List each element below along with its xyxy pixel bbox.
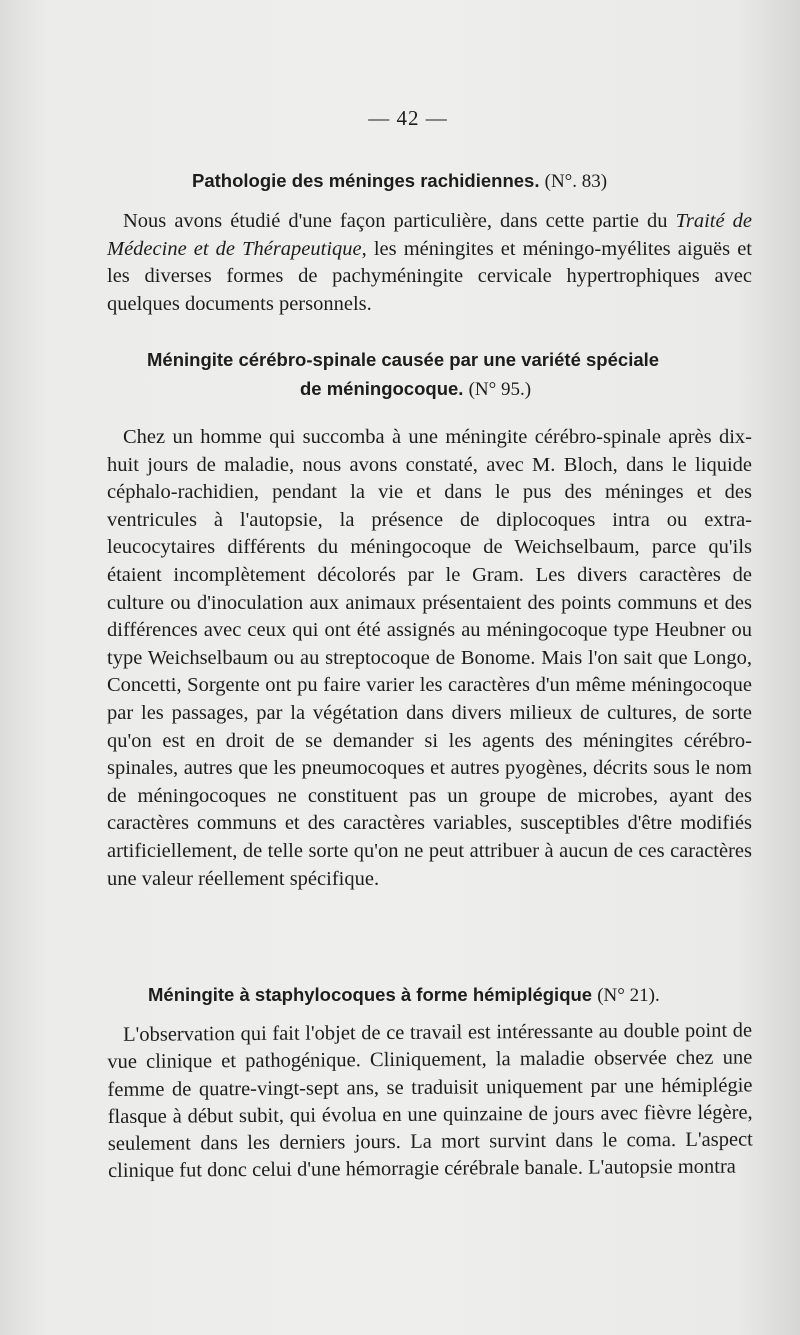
section-heading-meningite-cerebro-spinale-line2 (300, 378, 531, 401)
section-title: Pathologie des méninges rachidiennes. (192, 170, 540, 191)
section-reference: (N° 95.) (468, 379, 532, 400)
paragraph-pathologie (107, 208, 752, 318)
book-title: Traité de Médecine et de Thérapeutique (107, 210, 752, 260)
section-heading-pathologie (192, 170, 607, 193)
paragraph-meningite-cerebro-spinale (107, 424, 752, 893)
section-reference: (N° 21). (597, 985, 660, 1006)
section-heading-meningite-staphylocoques (148, 984, 660, 1007)
paragraph-meningite-staphylocoques (107, 1017, 753, 1185)
paragraph-text: Chez un homme qui succomba à une méningite cérébro-spinale après dix-huit jours de maladie, nous avons constaté, avec M. Bloch, dans le liquide céphalo-rachidien, pendant la vie et dans le pus des méninges et des ventricules à l'autopsie, la présence de diplocoques intra ou extra-leucocytaires différents du méningocoque de Weichselbaum, parce qu'ils étaient incomplètement décolorés par le Gram. Les divers caractères de culture ou d'inoculation aux animaux présentaient des points communs et des différences avec ceux qui ont été assignés au méningocoque type Heubner ou type Weichselbaum ou au streptocoque de Bonome. Mais l'on sait que Longo, Concetti, Sorgente ont pu faire varier les caractères d'un même méningocoque par les passages, par la végétation dans divers milieux de cultures, de sorte qu'on est en droit de se demander si les agents des méningites cérébro-spinales, autres que les pneumocoques et autres pyogènes, décrits sous le nom de méningocoques ne constituent pas un groupe de microbes, ayant des caractères communs et des caractères variables, susceptibles d'être modifiés artificiellement, de telle sorte qu'on ne peut attribuer à aucun de ces caractères une valeur réellement spécifique. (107, 426, 752, 890)
page-number: — 42 — (368, 106, 448, 130)
section-heading-meningite-cerebro-spinale (147, 349, 659, 371)
paragraph-text-end: , les méningites et méningo-myélites aiguës et les diverses formes de pachyméningite cervicale hypertrophiques avec quelques documents personnels. (107, 237, 752, 315)
section-title-line1: Méningite cérébro-spinale causée par une variété spéciale (147, 349, 660, 370)
paragraph-text-start: Nous avons étudié d'une façon particulière, dans cette partie du (123, 210, 668, 232)
section-title-line2: de méningocoque. (300, 378, 464, 399)
paragraph-text: L'observation qui fait l'objet de ce travail est intéressante au double point de vue clinique et pathogénique. Cliniquement, la maladie observée chez une femme de quatre-vingt-sept ans, se traduisit uniquement par une hémiplégie flasque à début subit, qui évolua en une quinzaine de jours avec fièvre légère, seulement dans les derniers jours. La mort survint dans le coma. L'aspect clinique fut donc celui d'une hémorragie cérébrale banale. L'autopsie montra (107, 1019, 753, 1183)
section-title: Méningite à staphylocoques à forme hémiplégique (148, 984, 593, 1005)
section-reference: (N°. 83) (544, 171, 608, 192)
